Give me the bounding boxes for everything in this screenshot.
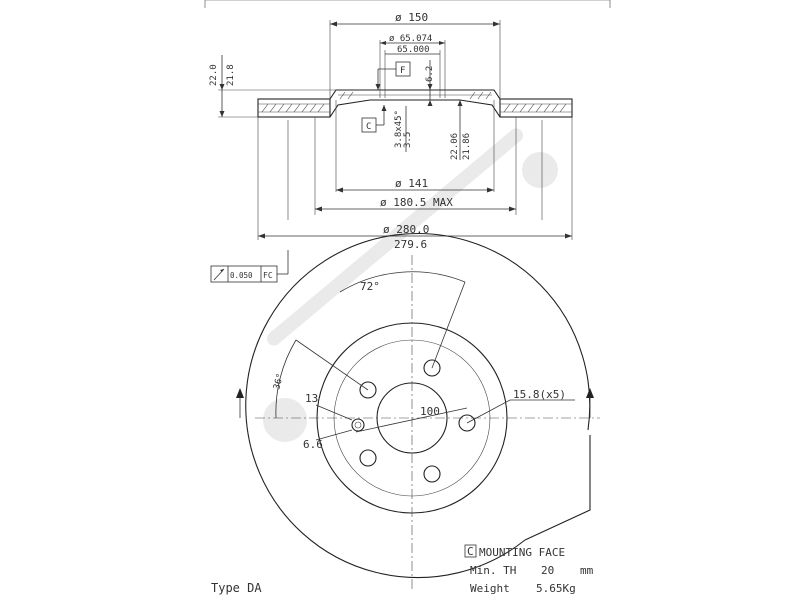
dim-label-65000: 65.000: [397, 45, 430, 55]
tolerance-value: 0.050: [230, 271, 253, 280]
mounting-face-label: MOUNTING FACE: [479, 546, 566, 559]
dim-label-65074: ø 65.074: [389, 34, 433, 44]
runout-tolerance-frame: [211, 250, 288, 282]
dim-label-220: 22.0: [209, 64, 219, 86]
min-thickness-unit: mm: [580, 564, 594, 577]
dim-label-218: 21.8: [226, 64, 236, 86]
mounting-face-box-label: C: [467, 545, 474, 558]
dim-label-chamfer: 3.8x45°: [394, 110, 404, 148]
weight-label: Weight: [470, 582, 510, 595]
dim-diameter-280: [258, 223, 572, 251]
angle-label-72: 72°: [360, 280, 380, 293]
dim-label-2206: 22.06: [450, 132, 460, 160]
datum-c-label: C: [366, 122, 372, 132]
dim-label-150: ø 150: [395, 11, 429, 24]
dim-label-2186: 21.86: [462, 132, 472, 160]
dim-label-pcd-100: 100: [420, 405, 440, 418]
dim-thickness-22: [450, 100, 472, 160]
datum-c-marker: [362, 105, 387, 132]
dim-diameter-150: [330, 11, 500, 27]
dim-diameter-1805: [315, 196, 516, 212]
dim-label-66: 6.6: [303, 438, 323, 451]
dim-label-2800: ø 280.0: [383, 223, 430, 236]
min-thickness-value: 20: [541, 564, 555, 577]
type-label: Type DA: [211, 581, 262, 595]
dim-depth-62: [425, 60, 435, 106]
dim-label-62: 6.2: [425, 65, 435, 82]
min-thickness-label: Min. TH: [470, 564, 517, 577]
dim-label-13: 13: [305, 392, 319, 405]
dim-height-22: [209, 55, 336, 117]
dim-label-holes: 15.8(x5): [513, 388, 566, 401]
dim-label-141: ø 141: [395, 177, 429, 190]
tolerance-ref: FC: [263, 271, 273, 280]
datum-f-label: F: [400, 66, 406, 76]
weight-value: 5.65Kg: [536, 582, 576, 595]
dim-label-1805: ø 180.5 MAX: [380, 196, 453, 209]
dim-label-chamfer-b: 3.5: [403, 131, 413, 148]
dim-diameter-65: [380, 34, 445, 55]
datum-f-marker: [376, 62, 411, 90]
notes-block: [465, 545, 594, 595]
dim-label-2796: 279.6: [394, 238, 428, 251]
dim-chamfer: [394, 106, 413, 152]
angle-label-36: 36°: [272, 372, 287, 391]
